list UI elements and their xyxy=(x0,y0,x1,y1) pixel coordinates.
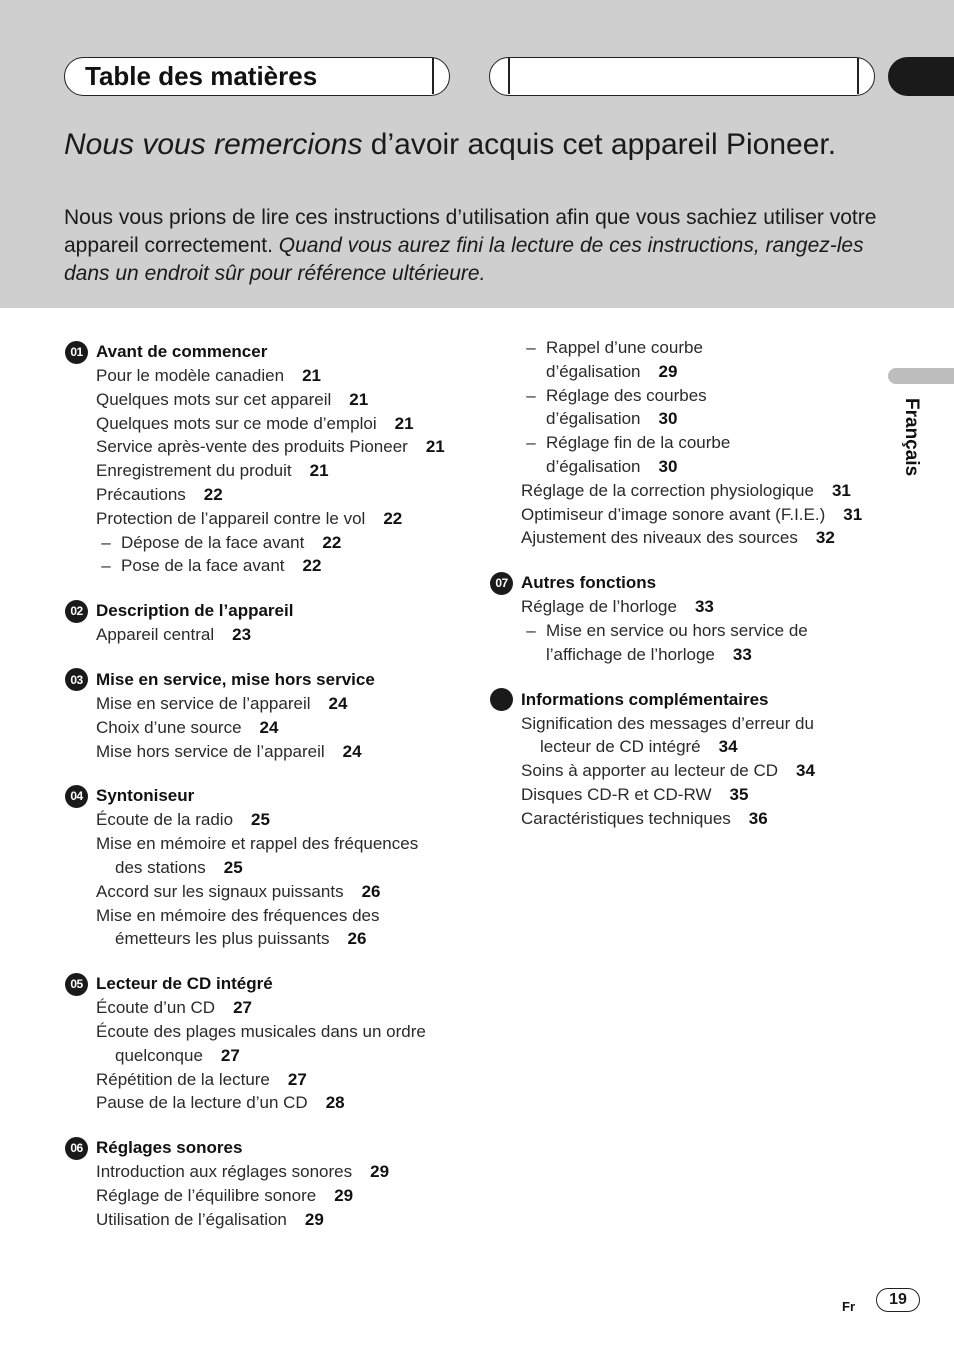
chapter-badge: 05 xyxy=(65,973,88,996)
entry-text: Disques CD-R et CD-RW xyxy=(521,784,712,804)
section-title: Réglages sonores xyxy=(96,1138,243,1158)
page-ref: 27 xyxy=(220,1045,240,1065)
page-ref: 34 xyxy=(796,761,815,781)
intro-plain: Nous vous prions de lire ces instructions d’utilisation afin que vous sachiez utiliser votre appareil correctement. xyxy=(64,206,877,257)
toc-entry xyxy=(489,503,889,527)
dash-marker: – xyxy=(526,385,536,405)
toc-subentry xyxy=(489,619,889,667)
toc-entry xyxy=(489,759,889,783)
entry-text: Appareil central xyxy=(96,625,215,645)
toc-section xyxy=(64,1136,454,1231)
dark-tab xyxy=(888,57,954,96)
toc-section xyxy=(64,340,454,578)
page-number: 19 xyxy=(876,1288,920,1312)
entry-text: Pour le modèle canadien xyxy=(96,366,285,385)
page-ref: 29 xyxy=(334,1185,354,1205)
section-title: Description de l’appareil xyxy=(96,601,294,621)
entry-text: Réglage de l’équilibre sonore xyxy=(96,1185,317,1205)
entry-text: Mise en service ou hors service de xyxy=(546,620,808,640)
page-ref: 21 xyxy=(349,389,369,409)
entry-text: Rappel d’une courbe xyxy=(546,338,703,357)
entry-text: Choix d’une source xyxy=(96,717,242,737)
section-title: Autres fonctions xyxy=(521,573,657,593)
entry-text-cont: émetteurs les plus puissants xyxy=(115,929,330,949)
section-heading xyxy=(64,668,454,692)
page-ref: 27 xyxy=(233,998,252,1018)
chapter-badge: 03 xyxy=(65,668,88,691)
page-ref: 26 xyxy=(361,881,381,901)
entry-continuation xyxy=(96,1044,454,1068)
toc-entry xyxy=(64,996,454,1020)
toc-right-column xyxy=(489,336,889,852)
entry-text: Introduction aux réglages sonores xyxy=(96,1162,353,1182)
toc-entry xyxy=(64,364,454,388)
dash-marker: – xyxy=(526,620,536,640)
entry-text-cont: d’égalisation xyxy=(546,361,641,381)
entry-text: Écoute d’un CD xyxy=(96,998,216,1018)
entry-text-cont: d’égalisation xyxy=(546,409,641,429)
entry-text: Ajustement des niveaux des sources xyxy=(521,528,798,548)
entry-text: Service après-vente des produits Pioneer xyxy=(96,437,408,457)
toc-subentry xyxy=(489,336,889,384)
entry-text-cont: quelconque xyxy=(115,1045,203,1065)
entry-text: Mise en mémoire des fréquences des xyxy=(96,905,380,925)
entry-text: Protection de l’appareil contre le vol xyxy=(96,508,366,528)
entry-continuation xyxy=(96,856,454,880)
page-ref: 36 xyxy=(748,808,768,828)
page-ref: 35 xyxy=(729,784,749,804)
toc-entry xyxy=(64,880,454,904)
toc-entry xyxy=(64,1184,454,1208)
intro-italic: Quand vous aurez fini la lecture de ces instructions, rangez-les dans un endroit sûr pour référence ultérieure. xyxy=(64,234,864,285)
divider xyxy=(857,58,859,94)
section-heading xyxy=(489,571,889,595)
page-ref: 28 xyxy=(325,1093,345,1113)
page-ref: 33 xyxy=(694,597,714,617)
page-ref: 23 xyxy=(232,625,252,645)
toc-entry xyxy=(64,388,454,412)
page-ref: 24 xyxy=(342,741,362,761)
divider xyxy=(508,58,510,94)
toc-entry xyxy=(64,692,454,716)
section-title: Mise en service, mise hors service xyxy=(96,669,375,689)
toc-entry xyxy=(64,1068,454,1092)
entry-text: Signification des messages d’erreur du xyxy=(521,713,814,733)
page-ref: 25 xyxy=(251,810,270,830)
toc-entry xyxy=(64,435,454,459)
toc-entry xyxy=(64,1208,454,1232)
page-ref: 21 xyxy=(425,437,445,457)
section-title: Table des matières xyxy=(85,61,318,91)
chapter-badge: 04 xyxy=(65,785,88,808)
dash-marker: – xyxy=(526,433,536,453)
page-ref: 22 xyxy=(383,508,403,528)
entry-text-cont: l’affichage de l’horloge xyxy=(546,644,715,664)
entry-text: Quelques mots sur ce mode d’emploi xyxy=(96,413,377,433)
toc-entry xyxy=(64,623,454,647)
chapter-badge xyxy=(490,688,513,711)
toc-entry xyxy=(64,1160,454,1184)
headline xyxy=(64,128,904,161)
language-tab-marker xyxy=(888,368,954,384)
entry-text: Écoute de la radio xyxy=(96,810,234,830)
page-ref: 33 xyxy=(732,644,752,664)
dash-marker: – xyxy=(101,556,111,576)
entry-continuation xyxy=(546,455,889,479)
divider xyxy=(432,58,434,94)
entry-text: Précautions xyxy=(96,484,186,504)
toc-subentry xyxy=(489,431,889,479)
page-ref: 31 xyxy=(831,480,851,500)
headline-italic: Nous vous remercions xyxy=(64,128,363,161)
toc-entry xyxy=(489,479,889,503)
toc-section xyxy=(64,668,454,763)
page-ref: 30 xyxy=(658,456,678,476)
page-ref: 31 xyxy=(843,504,863,524)
entry-text: Pose de la face avant xyxy=(121,556,285,576)
entry-text: Enregistrement du produit xyxy=(96,461,292,481)
entry-continuation xyxy=(546,360,889,384)
page-ref: 32 xyxy=(815,528,835,548)
page-ref: 30 xyxy=(658,409,678,429)
page-ref: 22 xyxy=(302,556,322,576)
section-heading xyxy=(64,340,454,364)
entry-text: Utilisation de l’égalisation xyxy=(96,1209,287,1229)
entry-text: Réglage fin de la courbe xyxy=(546,433,731,453)
toc-entry xyxy=(489,807,889,831)
headline-rest: d’avoir acquis cet appareil Pioneer. xyxy=(362,128,837,161)
page-ref: 25 xyxy=(223,857,243,877)
language-tab-label: Français xyxy=(901,398,922,477)
section-title: Lecteur de CD intégré xyxy=(96,974,273,994)
section-heading xyxy=(489,688,889,712)
toc-entry xyxy=(64,1091,454,1115)
empty-title-box xyxy=(489,57,875,96)
entry-text: Mise hors service de l’appareil xyxy=(96,741,325,761)
toc-entry xyxy=(64,412,454,436)
toc-section xyxy=(489,688,889,831)
chapter-badge: 07 xyxy=(490,572,513,595)
page-ref: 27 xyxy=(287,1069,307,1089)
page-ref: 21 xyxy=(302,366,321,385)
toc-entry xyxy=(64,808,454,832)
entry-text: Caractéristiques techniques xyxy=(521,808,731,828)
section-heading xyxy=(64,1136,454,1160)
section-title: Informations complémentaires xyxy=(521,689,769,709)
toc-entry xyxy=(64,832,454,880)
entry-text-cont: des stations xyxy=(115,857,206,877)
section-title: Syntoniseur xyxy=(96,786,195,806)
toc-entry xyxy=(64,716,454,740)
toc-entry xyxy=(489,783,889,807)
entry-text-cont: lecteur de CD intégré xyxy=(540,737,701,757)
entry-text: Quelques mots sur cet appareil xyxy=(96,389,332,409)
page-ref: 21 xyxy=(309,461,329,481)
header-band xyxy=(0,0,954,308)
toc-subentry xyxy=(489,384,889,432)
entry-continuation xyxy=(546,407,889,431)
entry-text-cont: d’égalisation xyxy=(546,456,641,476)
toc-subentry xyxy=(64,554,454,578)
toc-entry xyxy=(64,740,454,764)
entry-text: Réglage de l’horloge xyxy=(521,597,677,617)
toc-entry xyxy=(489,712,889,760)
section-heading xyxy=(64,784,454,808)
page-ref: 34 xyxy=(718,737,738,757)
page-ref: 29 xyxy=(304,1209,324,1229)
section-title: Avant de commencer xyxy=(96,342,268,361)
entry-continuation xyxy=(96,927,454,951)
entry-continuation xyxy=(546,643,889,667)
entry-text: Répétition de la lecture xyxy=(96,1069,270,1089)
toc-entry xyxy=(64,1020,454,1068)
toc-section xyxy=(489,336,889,550)
dash-marker: – xyxy=(101,532,111,552)
entry-text: Optimiseur d’image sonore avant (F.I.E.) xyxy=(521,504,826,524)
chapter-badge: 01 xyxy=(65,341,88,364)
dash-marker: – xyxy=(526,338,536,357)
page-ref: 26 xyxy=(347,929,367,949)
toc-entry xyxy=(64,459,454,483)
page-ref: 24 xyxy=(328,693,348,713)
page-ref: 21 xyxy=(394,413,414,433)
page-ref: 24 xyxy=(259,717,279,737)
entry-text: Mise en mémoire et rappel des fréquences xyxy=(96,834,419,854)
toc-entry xyxy=(64,904,454,952)
toc-entry xyxy=(64,483,454,507)
intro-paragraph xyxy=(64,204,904,288)
toc-entry xyxy=(64,507,454,531)
toc-section xyxy=(64,599,454,647)
entry-text: Réglage de la correction physiologique xyxy=(521,480,814,500)
entry-text: Réglage des courbes xyxy=(546,385,707,405)
section-heading xyxy=(64,972,454,996)
chapter-badge: 06 xyxy=(65,1137,88,1160)
page-ref: 29 xyxy=(658,361,678,381)
toc-section xyxy=(64,784,454,951)
entry-text: Soins à apporter au lecteur de CD xyxy=(521,761,779,781)
page-ref: 22 xyxy=(203,484,223,504)
toc-section xyxy=(489,571,889,666)
footer-lang-code: Fr xyxy=(842,1299,855,1314)
toc-subentry xyxy=(64,531,454,555)
section-heading xyxy=(64,599,454,623)
entry-text: Accord sur les signaux puissants xyxy=(96,881,344,901)
chapter-badge: 02 xyxy=(65,600,88,623)
entry-text: Écoute des plages musicales dans un ordre xyxy=(96,1021,426,1041)
page-ref: 29 xyxy=(370,1162,390,1182)
page-ref: 22 xyxy=(322,532,342,552)
entry-text: Pause de la lecture d’un CD xyxy=(96,1093,308,1113)
entry-text: Dépose de la face avant xyxy=(121,532,305,552)
section-title-box xyxy=(64,57,450,96)
toc-entry xyxy=(489,595,889,619)
toc-left-column xyxy=(64,340,454,1253)
entry-continuation xyxy=(521,735,889,759)
toc-section xyxy=(64,972,454,1115)
toc-entry xyxy=(489,526,889,550)
entry-text: Mise en service de l’appareil xyxy=(96,693,311,713)
